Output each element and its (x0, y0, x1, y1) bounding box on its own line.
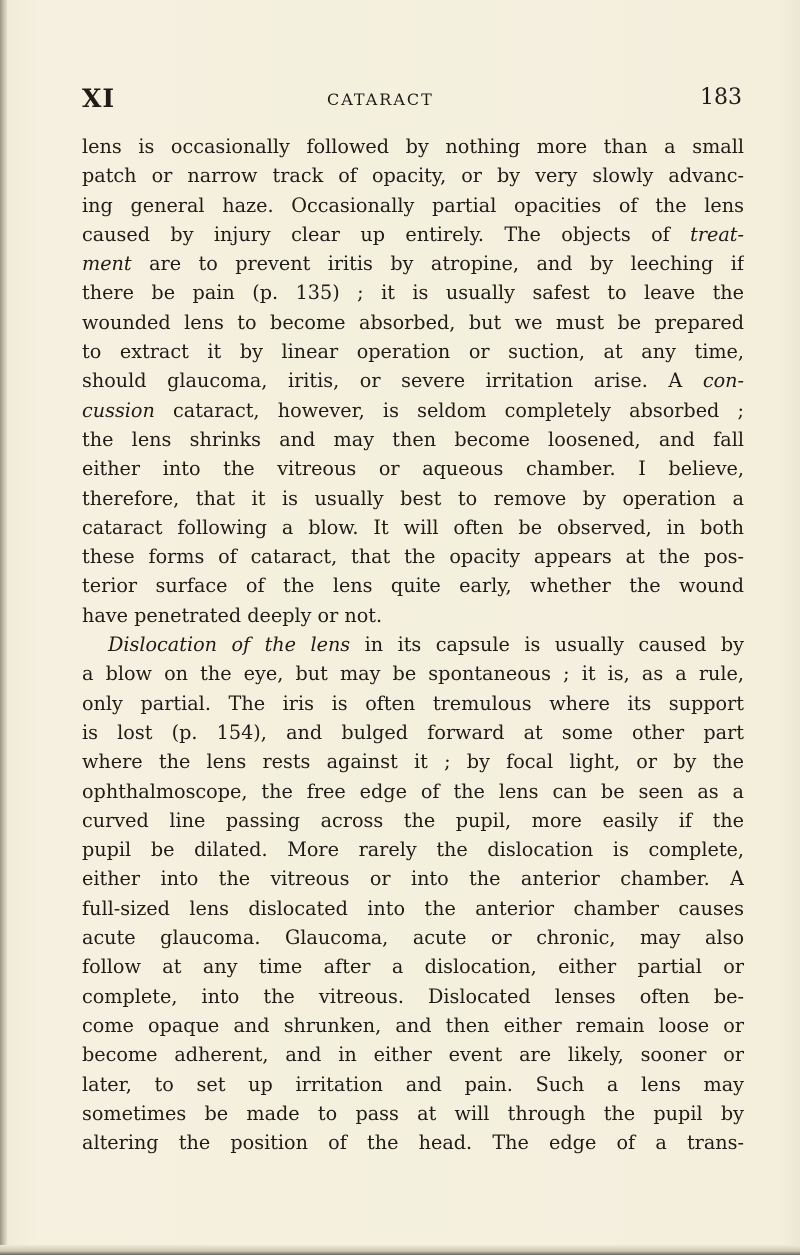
text-line (82, 396, 744, 425)
text-run: cataract, however, is seldom completely absorbed ; (154, 398, 744, 422)
text-run: complete, into the vitreous. Dislocated lenses often be- (82, 984, 744, 1008)
page-number: 183 (700, 85, 742, 110)
chapter-number: XI (82, 84, 116, 113)
text-run: patch or narrow track of opacity, or by very slowly advanc- (82, 164, 744, 188)
running-header (82, 84, 742, 116)
text-run: curved line passing across the pupil, more easily if the (82, 808, 744, 832)
italic-text: ment (82, 252, 132, 276)
text-line (82, 191, 744, 220)
text-line (82, 1011, 744, 1040)
text-run: terior surface of the lens quite early, whether the wound (82, 574, 744, 598)
text-run: either into the vitreous or aqueous chamber. I believe, (82, 457, 744, 481)
text-line (82, 1128, 744, 1157)
text-line (82, 747, 744, 776)
text-line (82, 806, 744, 835)
text-line (82, 308, 744, 337)
italic-text: con- (702, 369, 744, 393)
text-run: the lens shrinks and may then become loosened, and fall (82, 427, 744, 451)
body-text (82, 132, 744, 1157)
text-line (82, 923, 744, 952)
text-run: only partial. The iris is often tremulous where its support (82, 691, 744, 715)
text-run: acute glaucoma. Glaucoma, acute or chronic, may also (82, 926, 744, 950)
text-line (82, 1040, 744, 1069)
text-run: ing general haze. Occasionally partial opacities of the lens (82, 193, 744, 217)
text-run: follow at any time after a dislocation, either partial or (82, 955, 744, 979)
text-line (82, 835, 744, 864)
running-title: CATARACT (327, 90, 434, 109)
text-run: a blow on the eye, but may be spontaneous ; it is, as a rule, (82, 662, 744, 686)
text-run: later, to set up irritation and pain. Such a lens may (82, 1072, 744, 1096)
text-line (82, 777, 744, 806)
text-line (82, 542, 744, 571)
text-line (82, 601, 744, 630)
text-run: have penetrated deeply or not. (82, 603, 383, 627)
text-run: become adherent, and in either event are likely, sooner or (82, 1043, 744, 1067)
page-bottom-edge (0, 1245, 800, 1255)
text-run: therefore, that it is usually best to remove by operation a (82, 486, 744, 510)
text-run: are to prevent iritis by atropine, and by leeching if (131, 252, 744, 276)
text-line (82, 454, 744, 483)
text-line (82, 659, 744, 688)
text-run: pupil be dilated. More rarely the dislocation is complete, (82, 838, 744, 862)
italic-text: cussion (82, 398, 155, 422)
text-line (82, 894, 744, 923)
text-line (82, 571, 744, 600)
text-run: ophthalmoscope, the free edge of the lens can be seen as a (82, 779, 744, 803)
text-run: altering the position of the head. The edge of a trans- (82, 1131, 744, 1155)
text-line (82, 249, 744, 278)
text-run: where the lens rests against it ; by focal light, or by the (82, 750, 744, 774)
text-run: in its capsule is usually caused by (350, 633, 744, 657)
text-run: either into the vitreous or into the anterior chamber. A (82, 867, 744, 891)
italic-text: treat- (690, 222, 744, 246)
text-line (82, 161, 744, 190)
text-line (82, 1099, 744, 1128)
text-line (82, 484, 744, 513)
text-line (82, 278, 744, 307)
text-run: should glaucoma, iritis, or severe irritation arise. A (82, 369, 703, 393)
text-line (82, 718, 744, 747)
text-line (82, 366, 744, 395)
text-run: is lost (p. 154), and bulged forward at some other part (82, 720, 744, 744)
text-line (82, 513, 744, 542)
text-run: caused by injury clear up entirely. The objects of (82, 222, 691, 246)
text-run: there be pain (p. 135) ; it is usually safest to leave the (82, 281, 744, 305)
text-line (82, 1070, 744, 1099)
italic-text: Dislocation of the lens (108, 633, 351, 657)
page-binding-shadow (0, 0, 7, 1255)
text-line (82, 337, 744, 366)
text-line (82, 982, 744, 1011)
text-line (82, 132, 744, 161)
text-line (82, 864, 744, 893)
text-line (82, 630, 744, 659)
text-run: these forms of cataract, that the opacity appears at the pos- (82, 545, 744, 569)
text-run: sometimes be made to pass at will through the pupil by (82, 1101, 744, 1125)
text-line (82, 952, 744, 981)
text-run: full-sized lens dislocated into the anterior chamber causes (82, 896, 744, 920)
text-run: cataract following a blow. It will often be observed, in both (82, 515, 744, 539)
text-line (82, 689, 744, 718)
text-run: to extract it by linear operation or suction, at any time, (82, 340, 744, 364)
text-run: lens is occasionally followed by nothing more than a small (82, 135, 744, 158)
text-run: wounded lens to become absorbed, but we must be prepared (82, 310, 744, 334)
text-run: come opaque and shrunken, and then either remain loose or (82, 1013, 744, 1037)
text-line (82, 220, 744, 249)
text-line (82, 425, 744, 454)
